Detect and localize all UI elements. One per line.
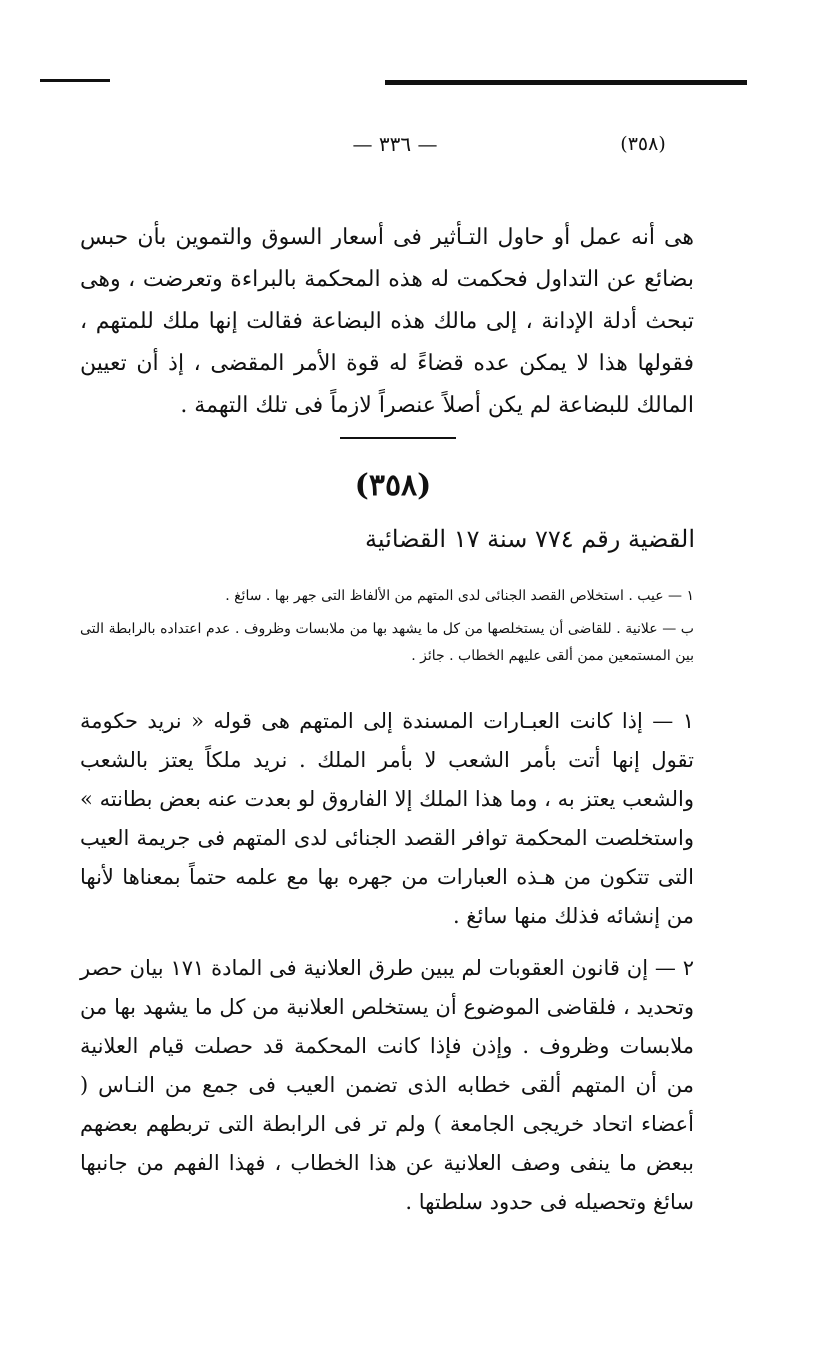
section-divider <box>340 437 456 439</box>
running-case-number: (٣٥٨) <box>620 133 666 155</box>
headnote-b: ب — علانية . للقاضى أن يستخلصها من كل ما يشهد بها من ملابسات وظروف . عدم اعتداده بالرابطة التى بين المستمعين ممن ألقى عليهم الخطاب . جائز . <box>80 621 694 664</box>
headnotes <box>80 583 694 676</box>
page-number: — ٣٣٦ — <box>352 132 438 156</box>
case-title: القضية رقم ٧٧٤ سنة ١٧ القضائية <box>365 525 695 553</box>
top-rule-left <box>40 79 110 82</box>
top-rule-right <box>385 80 747 85</box>
case-number: (٣٥٨) <box>354 468 432 503</box>
ruling-paragraph-1: ١ — إذا كانت العبـارات المسندة إلى المتهم هى قوله « نريد حكومة تقول إنها أتت بأمر الشعب لا بأمر الملك . نريد ملكاً يعتز بالشعب والشعب يعتز به ، وما هذا الملك إلا الفاروق لو بعدت عنه بعض بطانته » واستخلصت المحكمة توافر القصد الجنائى لدى المتهم فى جريمة العيب التى تتكون من هـذه العبارات من جهره بها مع علمه حتماً بمعناها لأنها من إنشائه فذلك منها سائغ . <box>80 709 694 928</box>
previous-case-tail: هى أنه عمل أو حاول التـأثير فى أسعار السوق والتموين بأن حبس بضائع عن التداول فحكمت له هذه المحكمة بالبراءة وتعرضت ، وهى تبحث أدلة الإدانة ، إلى مالك هذه البضاعة فقالت إنها ملك للمتهم ، فقولها هذا لا يمكن عده قضاءً له قوة الأمر المقضى ، إذ أن تعيين المالك للبضاعة لم يكن أصلاً عنصراً لازماً فى تلك التهمة . <box>80 225 694 418</box>
headnote-a: ١ — عيب . استخلاص القصد الجنائى لدى المتهم من الألفاظ التى جهر بها . سائغ . <box>225 588 694 604</box>
ruling-paragraph-2: ٢ — إن قانون العقوبات لم يبين طرق العلانية فى المادة ١٧١ بيان حصر وتحديد ، فلقاضى الموضوع أن يستخلص العلانية من كل ما يشهد بها من ملابسات وظروف . وإذن فإذا كانت المحكمة قد حصلت قيام العلانية من أن المتهم ألقى خطابه الذى تضمن العيب فى جمع من النـاس ( أعضاء اتحاد خريجى الجامعة ) ولم تر فى الرابطة التى تربطهم بعضهم ببعض ما ينفى وصف العلانية عن هذا الخطاب ، فهذا الفهم من جانبها سائغ وتحصيله فى حدود سلطتها . <box>80 956 694 1214</box>
